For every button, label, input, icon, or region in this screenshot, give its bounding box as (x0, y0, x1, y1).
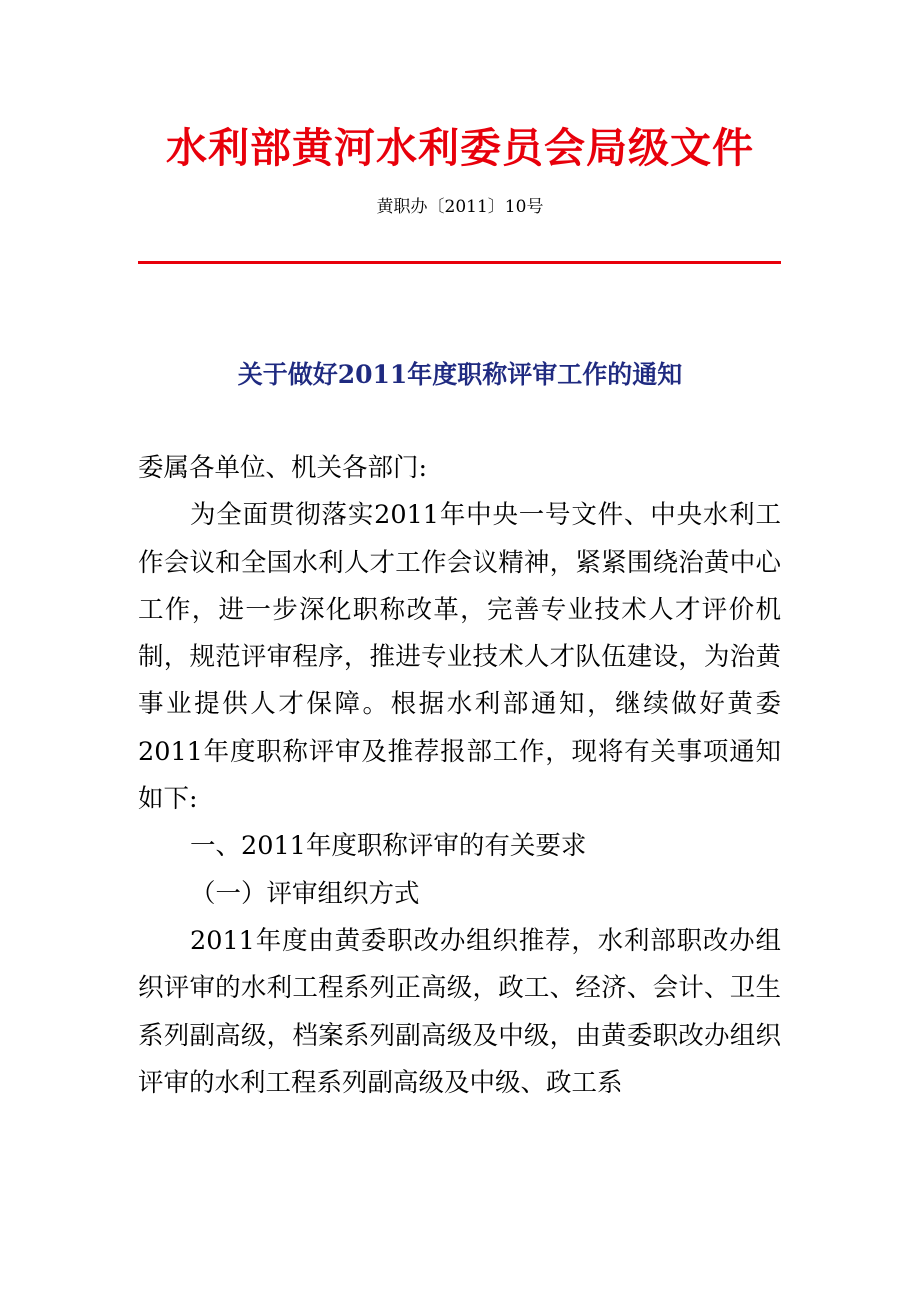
header-red-rule (138, 261, 781, 264)
subsection-heading: （一）评审组织方式 (190, 878, 420, 909)
document-body (138, 445, 781, 1107)
document-number: 黄职办〔2011〕10号 (376, 197, 544, 217)
section-heading: 一、2011年度职称评审的有关要求 (190, 831, 587, 862)
salutation: 委属各单位、机关各部门: (138, 453, 428, 483)
document-header-title: 水利部黄河水利委员会局级文件 (166, 124, 754, 172)
notice-title: 关于做好2011年度职称评审工作的通知 (237, 360, 683, 389)
paragraph: 为全面贯彻落实2011年中央一号文件、中央水利工作会议和全国水利人才工作会议精神，紧紧围绕治黄中心工作，进一步深化职称改革，完善专业技术人才评价机制，规范评审程序，推进专业技术人才队伍建设，为治黄事业提供人才保障。根据水利部通知，继续做好黄委2011年度职称评审及推荐报部工作，现将有关事项通知如下: (138, 500, 781, 815)
paragraph: 2011年度由黄委职改办组织推荐，水利部职改办组织评审的水利工程系列正高级，政工、经济、会计、卫生系列副高级，档案系列副高级及中级，由黄委职改办组织评审的水利工程系列副高级及中级、政工系 (138, 925, 781, 1098)
